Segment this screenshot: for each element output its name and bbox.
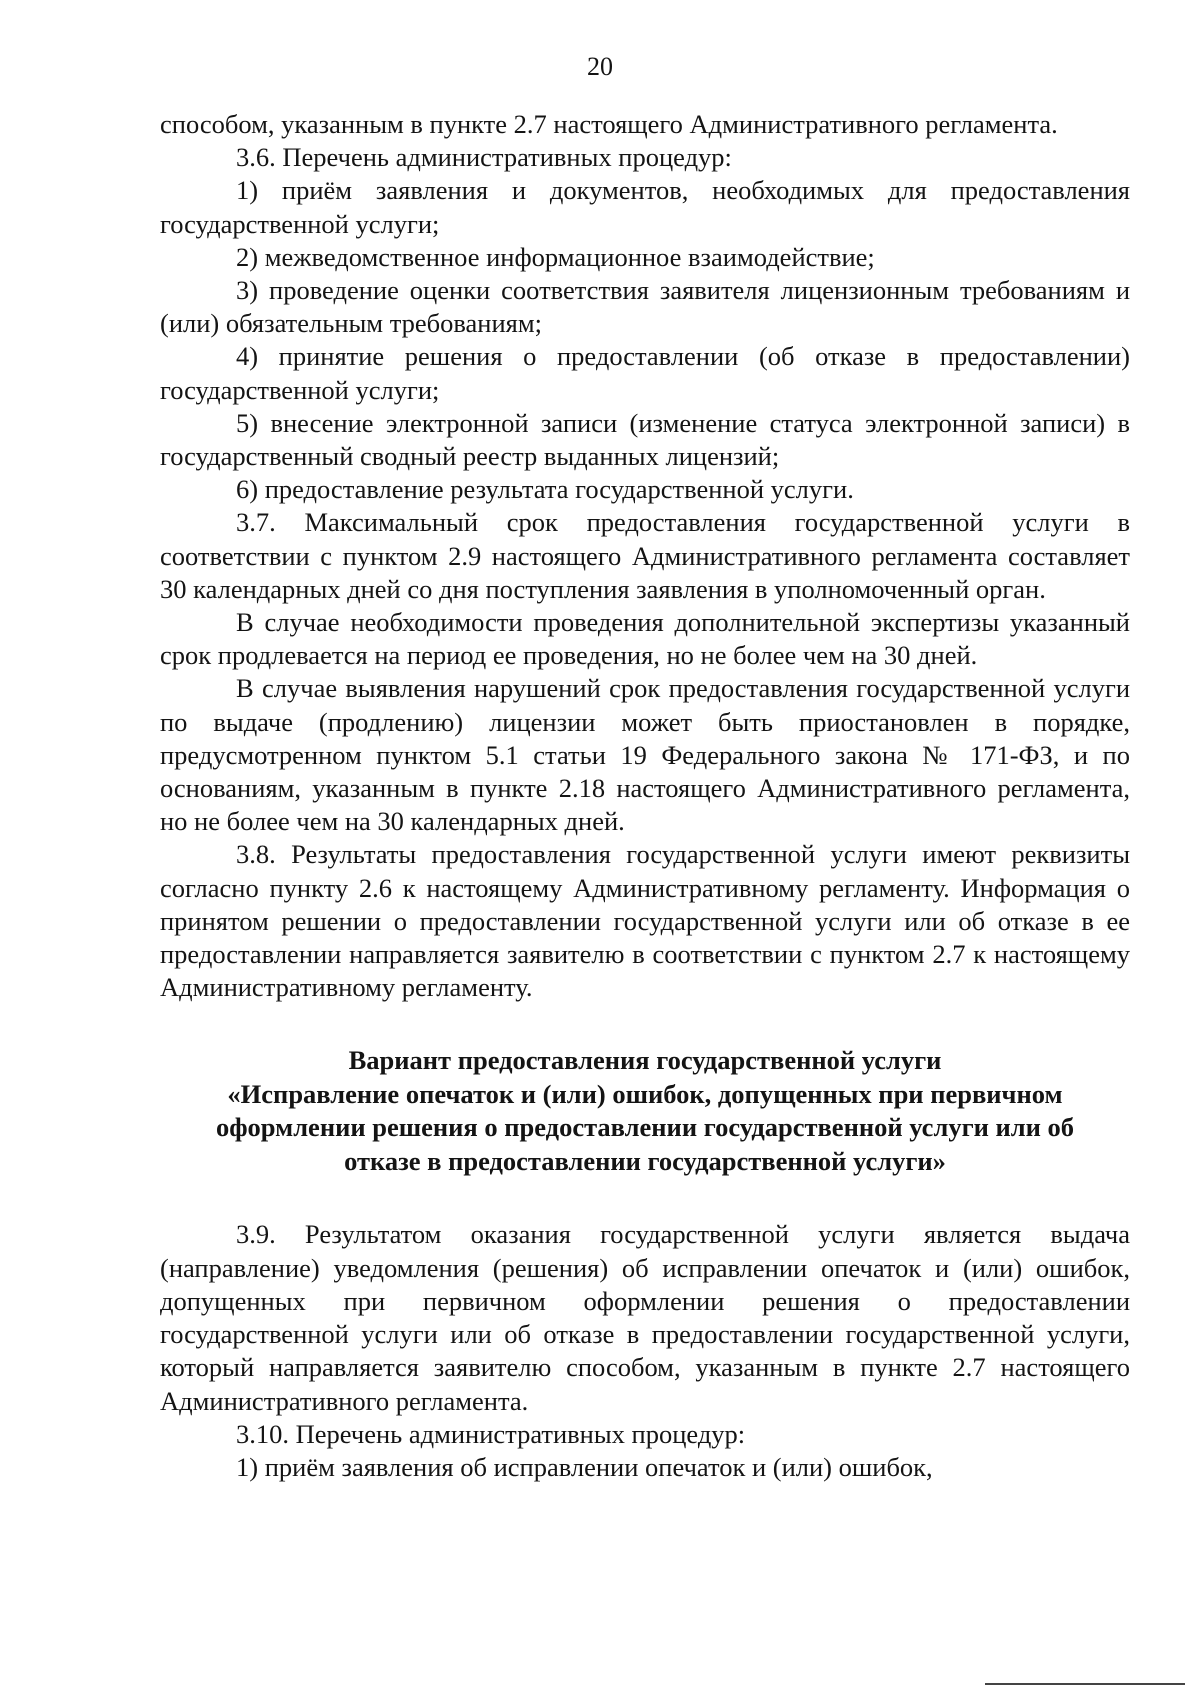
paragraph: 6) предоставление результата государственной услуги.: [236, 474, 854, 505]
paragraph: 2) межведомственное информационное взаимодействие;: [236, 241, 875, 272]
paragraph: 3.6. Перечень административных процедур:: [236, 142, 732, 173]
paragraph: 3.10. Перечень административных процедур:: [236, 1418, 746, 1449]
heading-line: Вариант предоставления государственной услуги: [348, 1045, 942, 1076]
page-number: 20: [587, 52, 613, 81]
paragraph: 4) принятие решения о предоставлении (об отказе в предоставлении) государственной услуги;: [160, 341, 1130, 405]
paragraph: 3.7. Максимальный срок предоставления государственной услуги в соответствии с пунктом 2.9 настоящего Административного регламента составляет 30 календарных дней со дня поступления заявления в уполномоченный орган.: [160, 507, 1130, 604]
heading-line: оформлении решения о предоставлении государственной услуги или об: [215, 1112, 1075, 1143]
paragraph: способом, указанным в пункте 2.7 настоящего Административного регламента.: [160, 109, 1058, 139]
paragraph: 3) проведение оценки соответствия заявителя лицензионным требованиям и (или) обязательным требованиям;: [160, 275, 1130, 339]
section-3-corrections: [160, 1218, 1130, 1484]
paragraph: В случае необходимости проведения дополнительной экспертизы указанный срок продлевается на период ее проведения, но не более чем на 30 дней.: [160, 607, 1130, 671]
section-heading: [160, 1044, 1130, 1178]
paragraph: В случае выявления нарушений срок предоставления государственной услуги по выдаче (продлению) лицензии может быть приостановлен в порядке, предусмотренном пунктом 5.1 статьи 19 Федерального закона № 171-ФЗ, и по основаниям, указанным в пункте 2.18 настоящего Административного регламента, но не более чем на 30 календарных дней.: [160, 673, 1130, 837]
section-3-procedures: [160, 108, 1130, 1004]
heading-line: отказе в предоставлении государственной услуги»: [344, 1145, 946, 1176]
paragraph: 3.8. Результаты предоставления государственной услуги имеют реквизиты согласно пункту 2.6 к настоящему Административному регламенту. Информация о принятом решении о предоставлении государственной услуги или об отказе в ее предоставлении направляется заявителю в соответствии с пунктом 2.7 к настоящему Административному регламенту.: [160, 839, 1130, 1003]
paragraph: 1) приём заявления и документов, необходимых для предоставления государственной услуги;: [160, 175, 1130, 239]
paragraph: 3.9. Результатом оказания государственной услуги является выдача (направление) уведомления (решения) об исправлении опечаток и (или) ошибок, допущенных при первичном оформлении решения о предоставлении государственной услуги или об отказе в предоставлении государственной услуги, который направляется заявителю способом, указанным в пункте 2.7 настоящего Административного регламента.: [160, 1219, 1130, 1416]
heading-line: «Исправление опечаток и (или) ошибок, допущенных при первичном: [227, 1078, 1063, 1109]
scan-edge-line: [985, 1683, 1185, 1685]
paragraph: 1) приём заявления об исправлении опечаток и (или) ошибок,: [236, 1451, 933, 1482]
paragraph: 5) внесение электронной записи (изменение статуса электронной записи) в государственный сводный реестр выданных лицензий;: [160, 407, 1130, 472]
document-body: [160, 108, 1130, 1484]
